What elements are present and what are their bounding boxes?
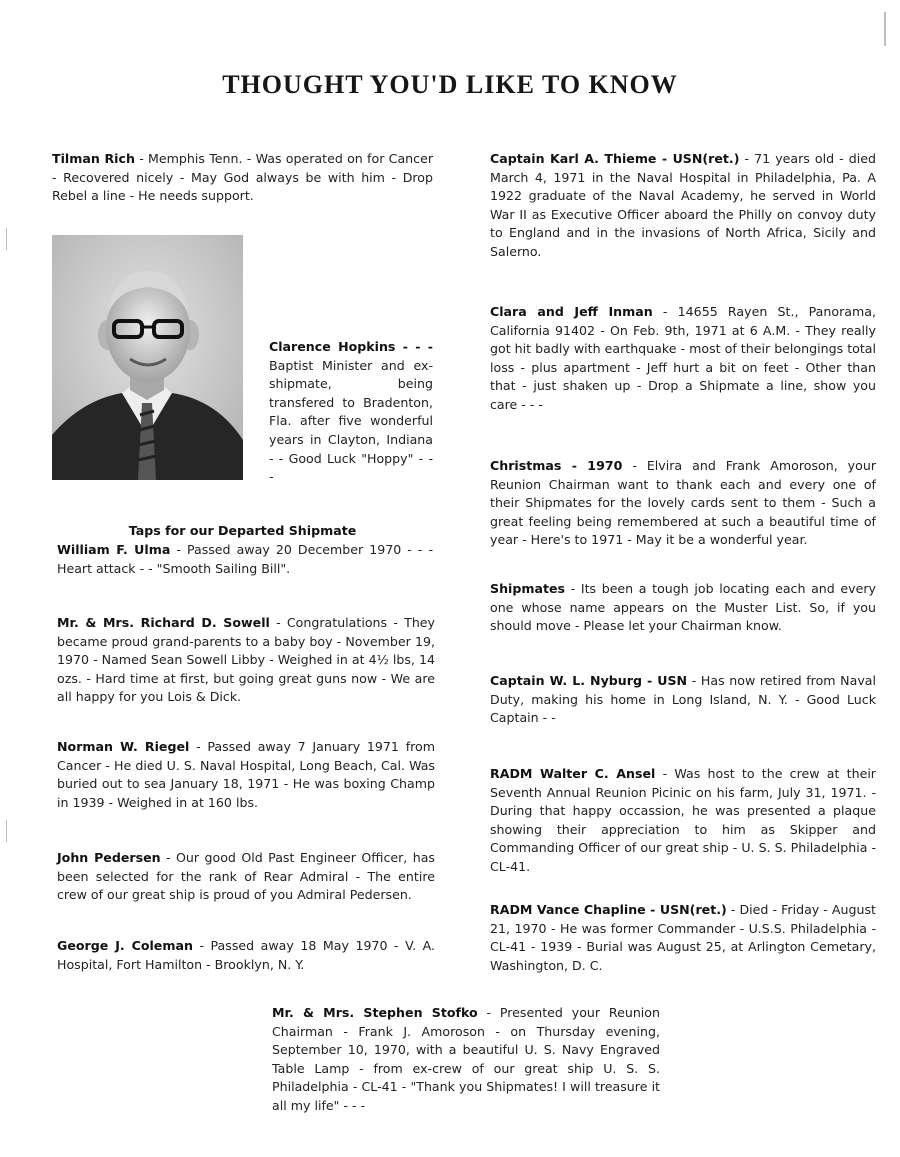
notice-walter-ansel (490, 765, 876, 877)
portrait-photo-clarence-hopkins (52, 235, 243, 480)
notice-text: - 14655 Rayen St., Panorama, California 91402 - On Feb. 9th, 1971 at 6 A.M. - They really got hit badly with earthquake - most of their belongings total loss - plus apartment - Jeff hurt a bit on feet - Other than that - just shaken up - Drop a Shipmate a line, show you care - - - (490, 304, 876, 412)
notice-stephen-stofko (272, 1004, 660, 1116)
notice-name: Norman W. Riegel (57, 739, 190, 754)
notice-shipmates (490, 580, 876, 636)
section-heading-taps: Taps for our Departed Shipmate (128, 523, 357, 538)
notice-text: - Has now retired from Naval Duty, making his home in Long Island, N. Y. - Good Luck Captain - - (490, 673, 876, 726)
notice-text: - Passed away 7 January 1971 from Cancer - He died U. S. Naval Hospital, Long Beach, Cal. Was buried out to sea January 18, 1971 - He was boxing Champ in 1939 - Weighed in at 160 lbs. (57, 739, 435, 810)
notice-text: Baptist Minister and ex-shipmate, being transfered to Bradenton, Fla. after five wonderful years in Clayton, Indiana - - Good Luck "Hoppy" - - - (269, 357, 433, 485)
notice-name: Mr. & Mrs. Stephen Stofko (272, 1005, 478, 1020)
notice-name: John Pedersen (57, 850, 161, 865)
scan-edge-mark (884, 12, 886, 46)
notice-text: - 71 years old - died March 4, 1971 in the Naval Hospital in Philadelphia, Pa. A 1922 graduate of the Naval Academy, he served in World War II as Executive Officer aboard the Philly on convoy duty to England and in the invasions of North Africa, Sicily and Salerno. (490, 151, 876, 259)
notice-name: Clarence Hopkins - - - (269, 339, 433, 354)
notice-name: Captain W. L. Nyburg - USN (490, 673, 688, 688)
notice-clara-jeff-inman (490, 303, 876, 415)
notice-george-coleman (57, 937, 435, 974)
notice-tilman-rich (52, 150, 433, 206)
notice-text: - Presented your Reunion Chairman - Frank J. Amoroson - on Thursday evening, September 10, 1970, with a beautiful U. S. Navy Engraved Table Lamp - from ex-crew of our great ship U. S. S. Philadelphia - CL-41 - "Thank you Shipmates! I will treasure it all my life" - - - (272, 1005, 660, 1113)
notice-christmas-1970 (490, 457, 876, 550)
notice-william-ulma (57, 541, 433, 578)
notice-karl-thieme (490, 150, 876, 262)
notice-name: RADM Walter C. Ansel (490, 766, 656, 781)
notice-name: Mr. & Mrs. Richard D. Sowell (57, 615, 270, 630)
scan-edge-mark (6, 228, 7, 250)
notice-richard-sowell (57, 614, 435, 707)
notice-name: Christmas - 1970 (490, 458, 623, 473)
notice-john-pedersen (57, 849, 435, 905)
notice-name: George J. Coleman (57, 938, 193, 953)
notice-text: - Passed away 20 December 1970 - - - Heart attack - - "Smooth Sailing Bill". (57, 542, 434, 576)
notice-text: - Our good Old Past Engineer Officer, has been selected for the rank of Rear Admiral - The entire crew of our great ship is proud of you Admiral Pedersen. (57, 850, 435, 903)
notice-w-l-nyburg (490, 672, 876, 728)
notice-clarence-hopkins (269, 338, 433, 487)
notice-text: - Was host to the crew at their Seventh Annual Reunion Picinic on his farm, July 31, 1971. - During that happy occassion, he was presented a plaque showing their appreciation to him as Skipper and Commanding Officer of our great ship - U. S. S. Philadelphia - CL-41. (490, 766, 876, 874)
scan-edge-mark (6, 820, 7, 842)
notice-vance-chapline (490, 901, 876, 975)
notice-text: - Elvira and Frank Amoroson, your Reunion Chairman want to thank each and every one of their Shipmates for the lovely cards sent to them - Such a great feeling being remembered at such a beautiful time of year - Here's to 1971 - May it be a wonderful year. (490, 458, 876, 548)
notice-text: - Passed away 18 May 1970 - V. A. Hospital, Fort Hamilton - Brooklyn, N. Y. (57, 938, 435, 972)
notice-name: Tilman Rich (52, 151, 135, 166)
notice-name: Captain Karl A. Thieme - USN(ret.) (490, 151, 740, 166)
notice-name: RADM Vance Chapline - USN(ret.) (490, 902, 727, 917)
notice-text: - Memphis Tenn. - Was operated on for Cancer - Recovered nicely - May God always be with him - Drop Rebel a line - He needs support. (52, 151, 433, 204)
notice-text: - Congratulations - They became proud grand-parents to a baby boy - November 19, 1970 - Named Sean Sowell Libby - Weighed in at 4½ lbs, 14 ozs. - Hard time at first, but going great guns now - We are all happy for you Lois & Dick. (57, 615, 435, 705)
notice-text: - Its been a tough job locating each and every one whose name appears on the Muster List. So, if you should move - Please let your Chairman know. (490, 581, 876, 634)
notice-name: William F. Ulma (57, 542, 171, 557)
notice-norman-riegel (57, 738, 435, 812)
notice-text: - Died - Friday - August 21, 1970 - He was former Commander - U.S.S. Philadelphia - CL-41 - 1939 - Burial was August 25, at Arlington Cemetary, Washington, D. C. (490, 902, 876, 973)
notice-name: Clara and Jeff Inman (490, 304, 653, 319)
page-title: THOUGHT YOU'D LIKE TO KNOW (222, 70, 678, 99)
notice-name: Shipmates (490, 581, 566, 596)
